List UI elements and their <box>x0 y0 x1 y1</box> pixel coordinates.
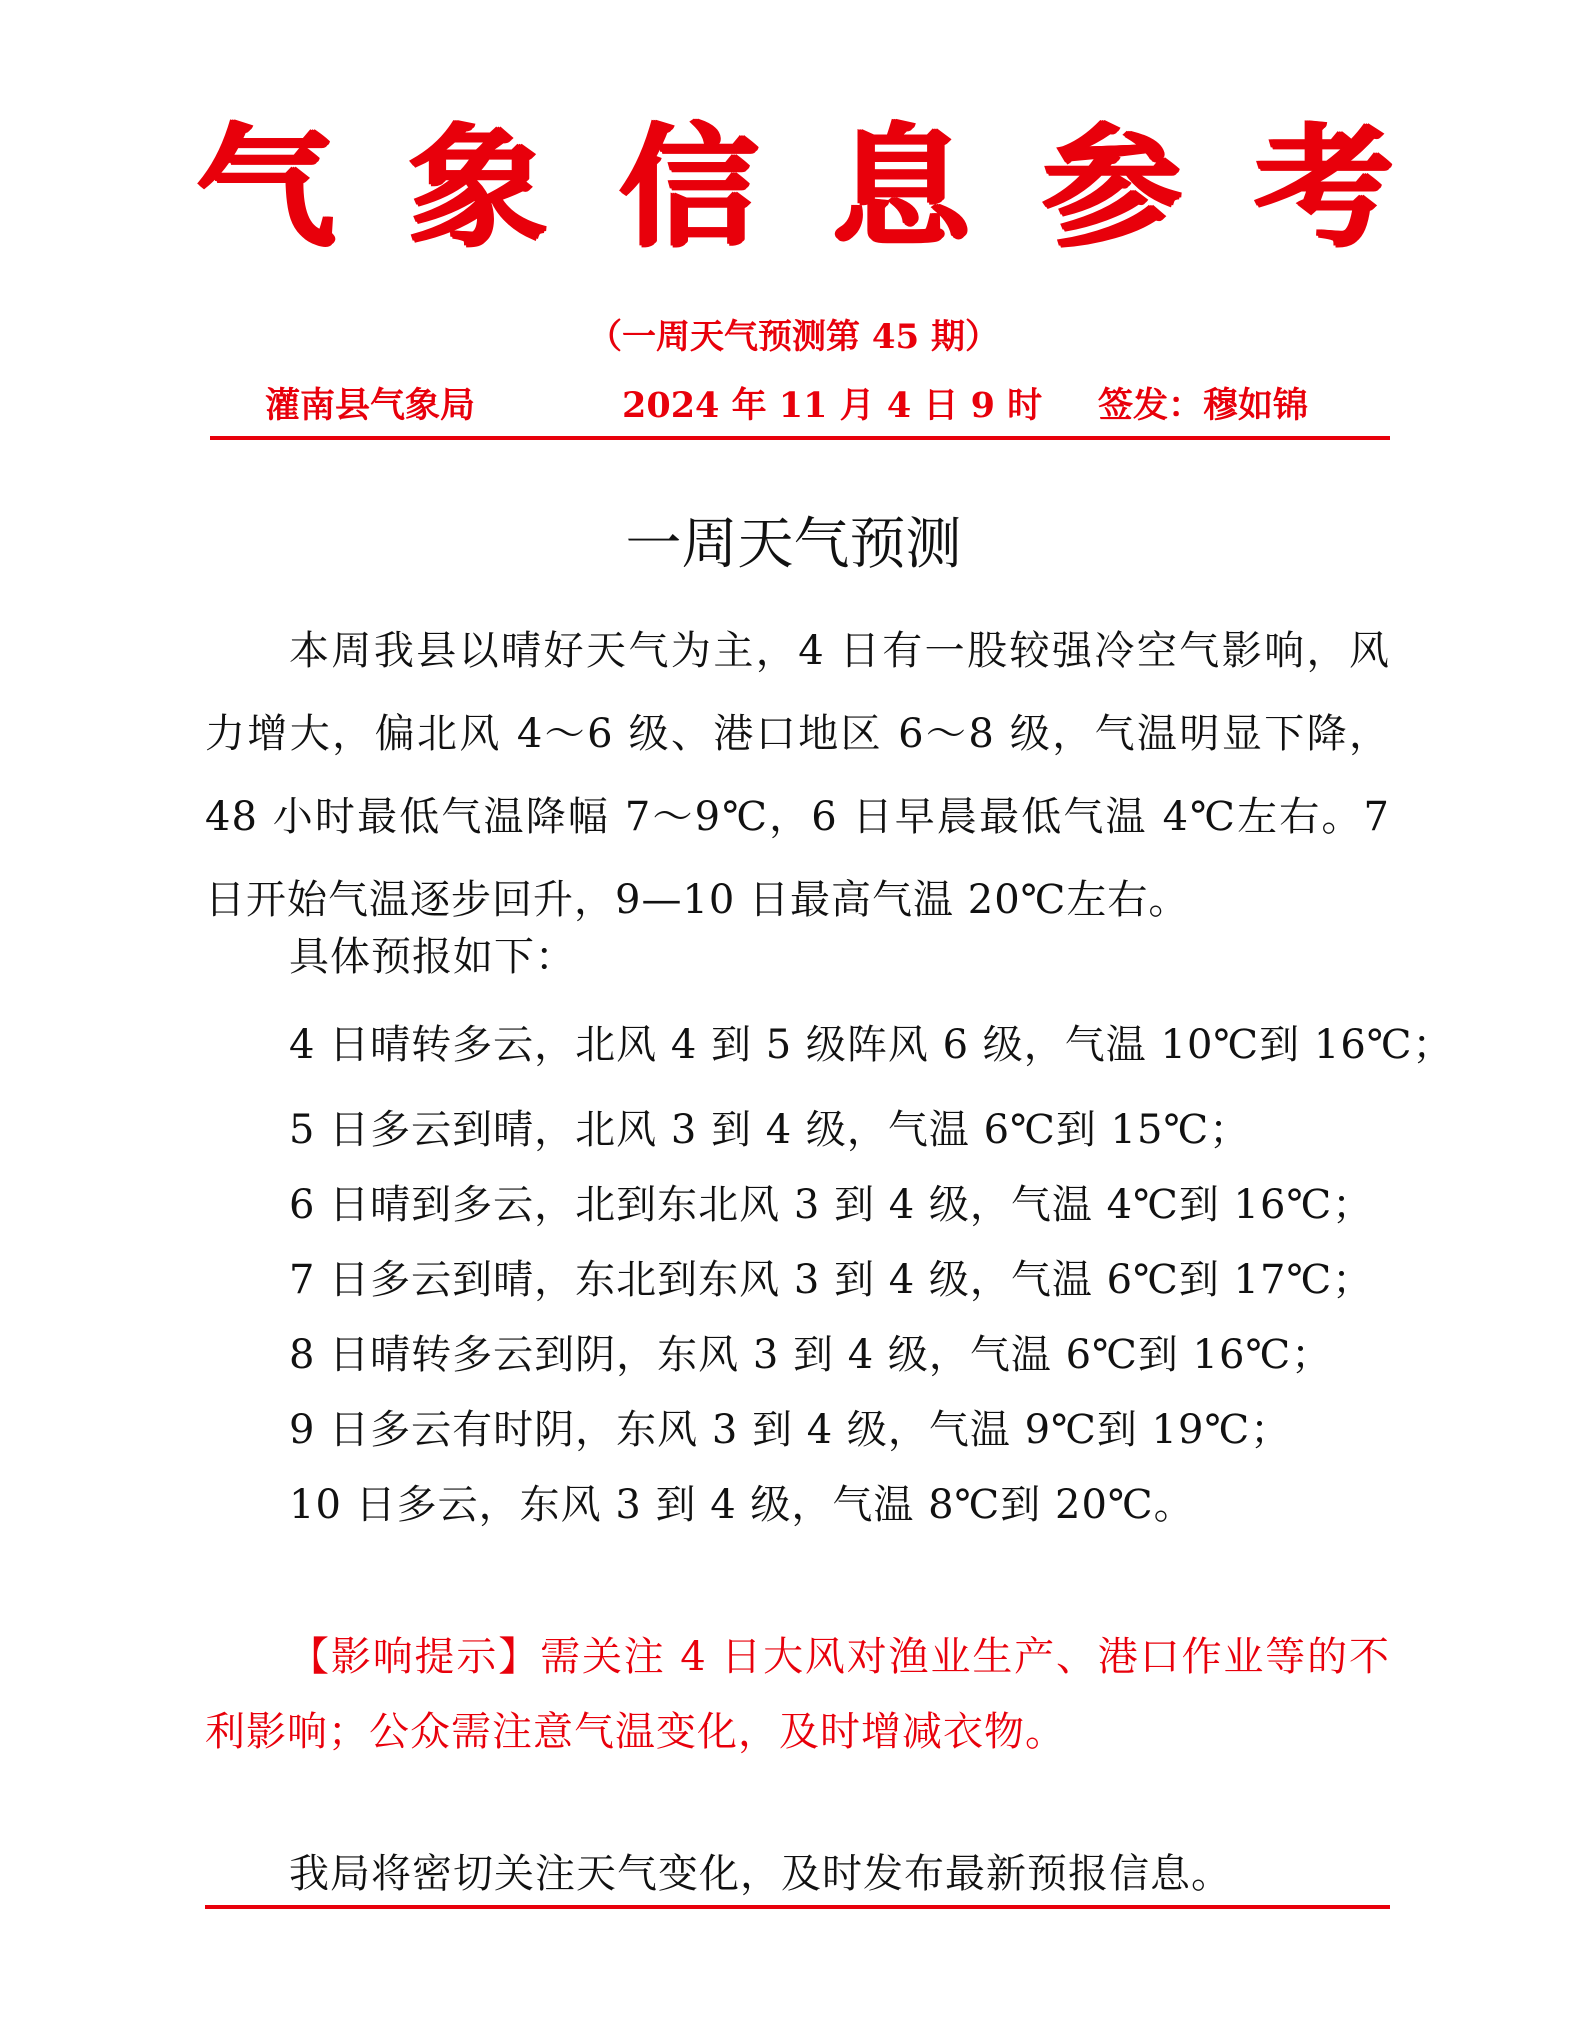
forecast-day: 7 日多云到晴，东北到东风 3 到 4 级，气温 6℃到 17℃； <box>289 1257 1374 1303</box>
forecast-day: 10 日多云，东风 3 到 4 级，气温 8℃到 20℃。 <box>289 1482 1195 1528</box>
masthead-char: 参 <box>1043 111 1182 265</box>
issue-number: （一周天气预测第 45 期） <box>588 317 999 357</box>
forecast-day: 4 日晴转多云，北风 4 到 5 级阵风 6 级，气温 10℃到 16℃； <box>289 1022 1454 1068</box>
masthead-char: 息 <box>831 111 971 265</box>
masthead-char: 象 <box>408 111 547 265</box>
masthead-char: 考 <box>1254 111 1394 265</box>
masthead-char: 气 <box>196 111 336 265</box>
intro-paragraph: 本周我县以晴好天气为主，4 日有一股较强冷空气影响，风力增大，偏北风 4～6 级、港口地区 6～8 级，气温明显下降，48 小时最低气温降幅 7～9℃，6 日早晨最低气温 4℃左右。7 日开始气温逐步回升，9—10 日最高气温 20℃左右。 <box>205 628 1390 923</box>
closing-statement: 我局将密切关注天气变化，及时发布最新预报信息。 <box>289 1851 1232 1897</box>
forecast-day: 6 日晴到多云，北到东北风 3 到 4 级，气温 4℃到 16℃； <box>289 1182 1374 1228</box>
issuer-info-row <box>210 378 1390 428</box>
forecast-list <box>289 1008 1454 1543</box>
impact-tip: 【影响提示】需关注 4 日大风对渔业生产、港口作业等的不利影响；公众需注意气温变化，及时增减衣物。 <box>205 1634 1390 1755</box>
header-divider <box>210 436 1390 440</box>
masthead-char: 信 <box>619 111 759 265</box>
masthead-title <box>196 111 1394 265</box>
forecast-day: 8 日晴转多云到阴，东风 3 到 4 级，气温 6℃到 16℃； <box>289 1332 1333 1378</box>
issue-date: 2024 年 11 月 4 日 9 时 <box>622 385 1043 426</box>
issuing-organization: 灌南县气象局 <box>265 385 476 426</box>
forecast-day: 9 日多云有时阴，东风 3 到 4 级，气温 9℃到 19℃； <box>289 1407 1292 1453</box>
signer: 签发：穆如锦 <box>1098 385 1309 426</box>
footer-divider <box>205 1905 1390 1909</box>
forecast-intro: 具体预报如下： <box>289 934 576 980</box>
document-title: 一周天气预测 <box>625 512 962 577</box>
forecast-day: 5 日多云到晴，北风 3 到 4 级，气温 6℃到 15℃； <box>289 1107 1251 1153</box>
